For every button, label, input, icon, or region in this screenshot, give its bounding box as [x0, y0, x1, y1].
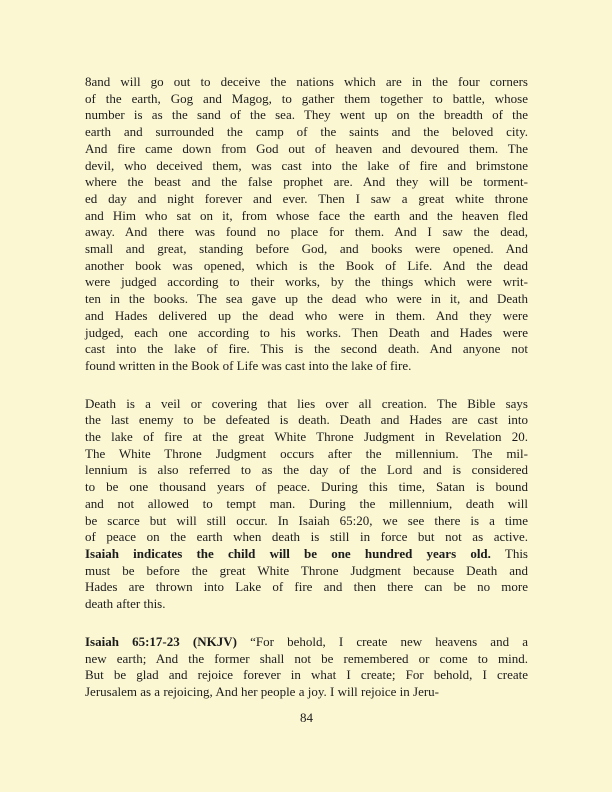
text-run: be scarce but will still occur. In Isaiah 65:20, we see there is a time	[85, 512, 528, 528]
text-run: another book was opened, which is the Book of Life. And the dead	[85, 257, 528, 273]
text-line	[85, 91, 528, 108]
text-line	[85, 308, 528, 325]
text-run: away. And there was found no place for them. And I saw the dead,	[85, 224, 528, 240]
text-line	[85, 358, 528, 375]
text-line	[85, 241, 528, 258]
text-run: of peace on the earth when death is still in force but not as active.	[85, 529, 528, 545]
text-line	[85, 446, 528, 463]
text-run: the lake of fire at the great White Throne Judgment in Revelation 20.	[85, 429, 528, 445]
text-line	[85, 396, 528, 413]
bold-text-run: Isaiah 65:17-23 (NKJV)	[85, 633, 237, 649]
text-line	[85, 579, 528, 596]
paragraph	[85, 634, 528, 701]
text-run: the last enemy to be defeated is death. Death and Hades are cast into	[85, 412, 528, 428]
text-line	[85, 291, 528, 308]
text-line	[85, 208, 528, 225]
text-line	[85, 684, 528, 701]
text-run: and Him who sat on it, from whose face the earth and the heaven fled	[85, 207, 528, 223]
text-line	[85, 325, 528, 342]
text-run: of the earth, Gog and Magog, to gather them together to battle, whose	[85, 90, 528, 106]
text-line	[85, 274, 528, 291]
paragraph	[85, 74, 528, 375]
text-line	[85, 634, 528, 651]
text-run: new earth; And the former shall not be remembered or come to mind.	[85, 650, 528, 666]
bold-text-run: Isaiah indicates the child will be one hundred years old.	[85, 545, 491, 561]
text-line	[85, 412, 528, 429]
text-run: number is as the sand of the sea. They went up on the breadth of the	[85, 107, 528, 123]
text-line	[85, 158, 528, 175]
text-line	[85, 667, 528, 684]
text-run: and Hades delivered up the dead who were in them. And they were	[85, 307, 528, 323]
text-run: devil, who deceived them, was cast into the lake of fire and brimstone	[85, 157, 528, 173]
text-run: The White Throne Judgment occurs after the millennium. The mil-	[85, 445, 528, 461]
text-line	[85, 124, 528, 141]
text-run: earth and surrounded the camp of the saints and the beloved city.	[85, 124, 528, 140]
text-line	[85, 174, 528, 191]
page-number: 84	[300, 710, 313, 725]
text-line	[85, 191, 528, 208]
text-run: And fire came down from God out of heaven and devoured them. The	[85, 140, 528, 156]
text-line	[85, 74, 528, 91]
text-line	[85, 107, 528, 124]
text-run: Jerusalem as a rejoicing, And her people a joy. I will rejoice in Jeru-	[85, 683, 440, 699]
text-run: were judged according to their works, by the things which were writ-	[85, 274, 528, 290]
text-line	[85, 596, 528, 613]
text-line	[85, 258, 528, 275]
text-run: lennium is also referred to as the day of the Lord and is considered	[85, 462, 528, 478]
text-line	[85, 429, 528, 446]
text-run: found written in the Book of Life was cast into the lake of fire.	[85, 357, 412, 373]
text-line	[85, 546, 528, 563]
page-body	[85, 74, 528, 701]
text-line	[85, 341, 528, 358]
text-line	[85, 479, 528, 496]
text-line	[85, 563, 528, 580]
text-run: cast into the lake of fire. This is the second death. And anyone not	[85, 341, 528, 357]
text-run: Hades are thrown into Lake of fire and then there can be no more	[85, 579, 528, 595]
text-run: ten in the books. The sea gave up the dead who were in it, and Death	[85, 291, 528, 307]
text-run: Death is a veil or covering that lies over all creation. The Bible says	[85, 395, 528, 411]
text-line	[85, 141, 528, 158]
text-line	[85, 496, 528, 513]
text-line	[85, 462, 528, 479]
text-run: ed day and night forever and ever. Then I saw a great white throne	[85, 190, 528, 206]
text-run: death after this.	[85, 596, 166, 612]
text-run: judged, each one according to his works. Then Death and Hades were	[85, 324, 528, 340]
text-run: small and great, standing before God, and books were opened. And	[85, 241, 528, 257]
text-run: 8and will go out to deceive the nations which are in the four corners	[85, 74, 528, 89]
text-run: This	[490, 545, 528, 561]
text-line	[85, 513, 528, 530]
text-run: where the beast and the false prophet are. And they will be torment-	[85, 174, 528, 190]
paragraph	[85, 396, 528, 613]
text-line	[85, 529, 528, 546]
text-line	[85, 651, 528, 668]
text-run: and not allowed to tempt man. During the millennium, death will	[85, 495, 528, 511]
text-line	[85, 224, 528, 241]
text-run: “For behold, I create new heavens and a	[236, 633, 528, 649]
text-run: to be one thousand years of peace. During this time, Satan is bound	[85, 479, 528, 495]
text-run: must be before the great White Throne Judgment because Death and	[85, 562, 528, 578]
text-run: But be glad and rejoice forever in what I create; For behold, I create	[85, 667, 528, 683]
